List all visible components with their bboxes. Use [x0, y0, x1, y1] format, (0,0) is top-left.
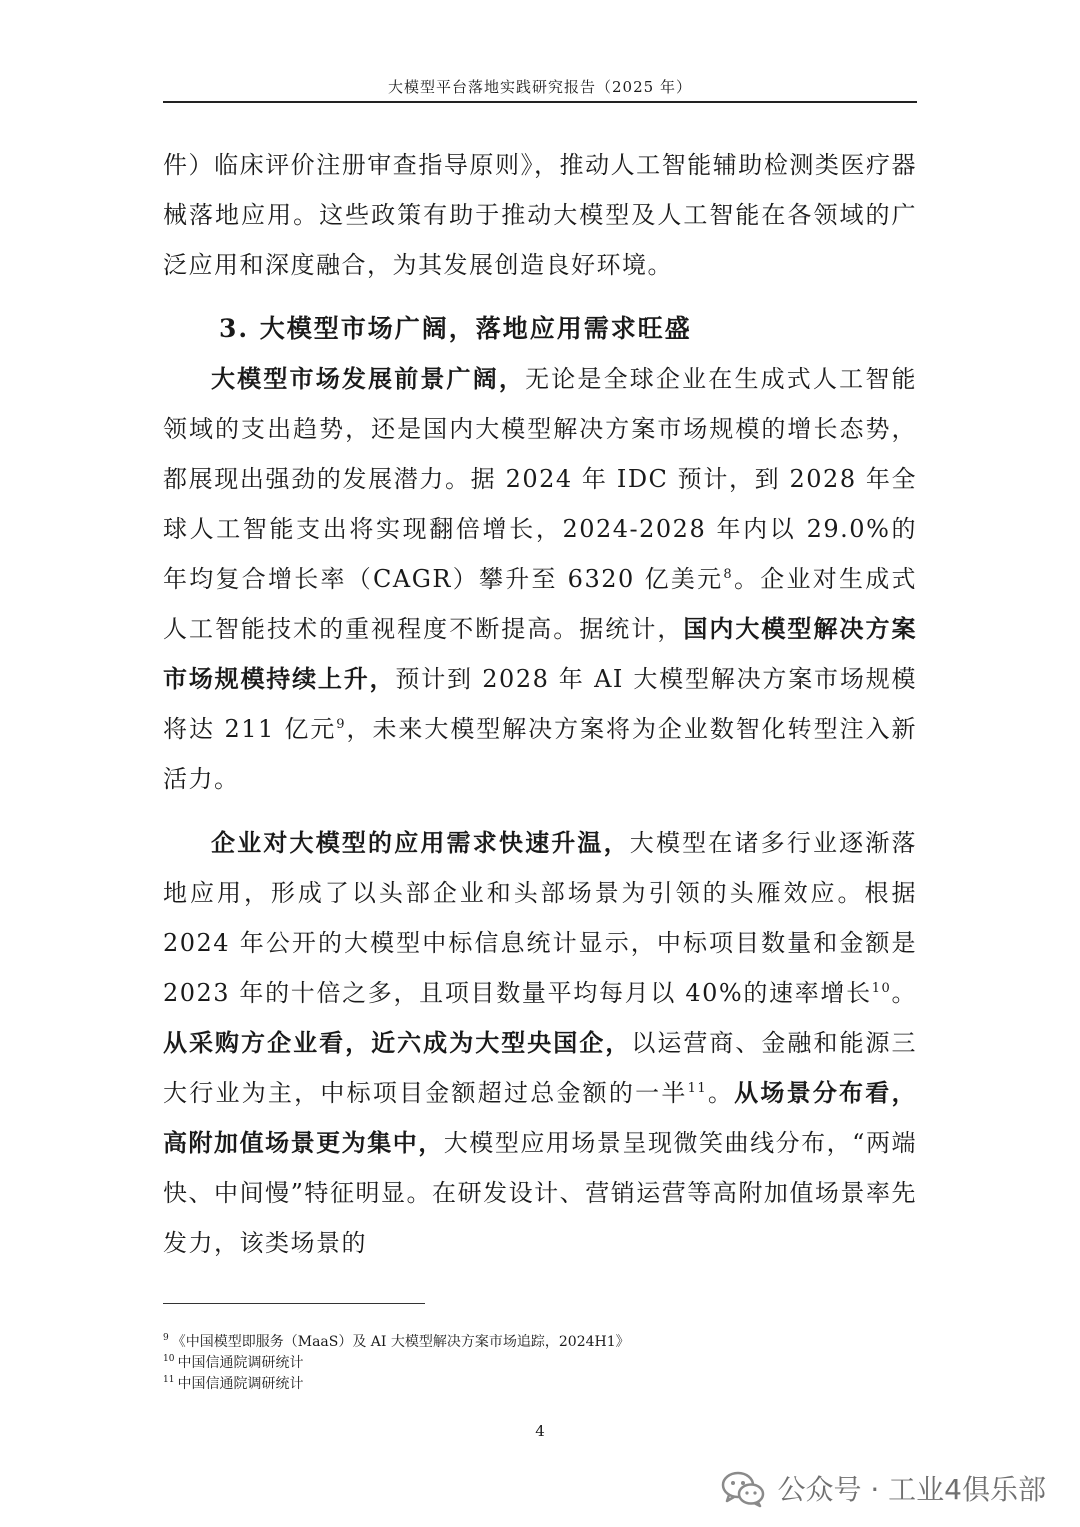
bold-lead: 国内大模型解决方案市场规模持续上升， — [163, 614, 918, 693]
paragraph-line: 件）临床评价注册审查指导原则》，推动人工智能辅助检测类医疗器 — [163, 151, 917, 179]
paragraph-line: 应用和深度融合，为其发展创造良好环境。 — [188, 251, 673, 279]
footnote-number: 11 — [163, 1375, 175, 1386]
footnote-ref: 8 — [723, 567, 734, 582]
footnote-ref: 10 — [871, 981, 892, 996]
footnote-item — [163, 1332, 630, 1353]
bold-lead: 大模型市场发展前景广阔， — [211, 364, 526, 393]
footnote-number: 10 — [163, 1354, 175, 1365]
paragraph-line: 械落地应用。这些政策有助于推动大模型及人工智能在各领域的广泛 — [163, 201, 917, 279]
paragraph-demand — [163, 818, 917, 1268]
section-heading: 3. 大模型市场广阔，落地应用需求旺盛 — [219, 314, 692, 343]
wechat-icon — [719, 1468, 767, 1508]
watermark — [719, 1468, 1046, 1508]
footnote-ref: 9 — [336, 717, 347, 732]
header-rule — [163, 101, 917, 103]
footnote-ref: 11 — [687, 1081, 708, 1096]
paragraph-text: 。 — [707, 1079, 735, 1107]
footnote-item — [163, 1353, 630, 1374]
bold-lead: 从场景分布看，高附加值场景更为集中， — [163, 1078, 918, 1157]
paragraph-text: 以运营商、金融和能源三大行业为主，中标项目金额超过总金额的一半 — [163, 1029, 918, 1107]
footnote-text: 中国信通院调研统计 — [177, 1376, 304, 1392]
paragraph-policy — [163, 140, 917, 290]
bold-lead: 企业对大模型的应用需求快速升温， — [211, 828, 630, 857]
watermark-text: 公众号 · 工业4俱乐部 — [777, 1473, 1046, 1506]
body-text — [163, 140, 917, 1268]
footnotes — [163, 1332, 630, 1395]
paragraph-text: 预计到 2028 年 AI 大模型解决方案市场规模将达 211 亿元 — [163, 665, 918, 743]
paragraph-text: 无论是全球企业在生成式人工智能领域的支出趋势，还是国内大模型解决方案市场规模的增长态势，都展现出强劲的发展潜力。据 2024 年 IDC 预计，到 2028 年全球人工智能支出将实现翻倍增长，2024-2028 年内以 29.0%的年均复合增长率（CAGR）攀升至 6320 亿美元 — [163, 365, 918, 593]
footnote-text: 《中国模型即服务（MaaS）及 AI 大模型解决方案市场追踪，2024H1》 — [171, 1334, 630, 1350]
footnote-number: 9 — [163, 1333, 169, 1344]
paragraph-text: 。 — [891, 979, 917, 1007]
bold-lead: 从采购方企业看，近六成为大型央国企， — [163, 1028, 632, 1057]
paragraph-text: 。企业对生成式人工智能技术的重视程度不断提高。据统计， — [163, 565, 918, 643]
running-header: 大模型平台落地实践研究报告（2025 年） — [388, 78, 692, 96]
footnote-text: 中国信通院调研统计 — [177, 1355, 304, 1371]
paragraph-text: 大模型应用场景呈现微笑曲线分布，“两端快、中间慢”特征明显。在研发设计、营销运营等高附加值场景率先发力，该类场景的 — [163, 1129, 917, 1257]
footnote-item — [163, 1374, 630, 1395]
footnote-rule — [163, 1303, 425, 1304]
page-number: 4 — [535, 1422, 545, 1440]
paragraph-text: 大模型在诸多行业逐渐落地应用，形成了以头部企业和头部场景为引领的头雁效应。根据 2024 年公开的大模型中标信息统计显示，中标项目数量和金额是 2023 年的十倍之多，且项目数量平均每月以 40%的速率增长 — [163, 829, 918, 1007]
paragraph-text: ，未来大模型解决方案将为企业数智化转型注入新活力。 — [163, 715, 917, 793]
paragraph-market — [163, 354, 917, 804]
